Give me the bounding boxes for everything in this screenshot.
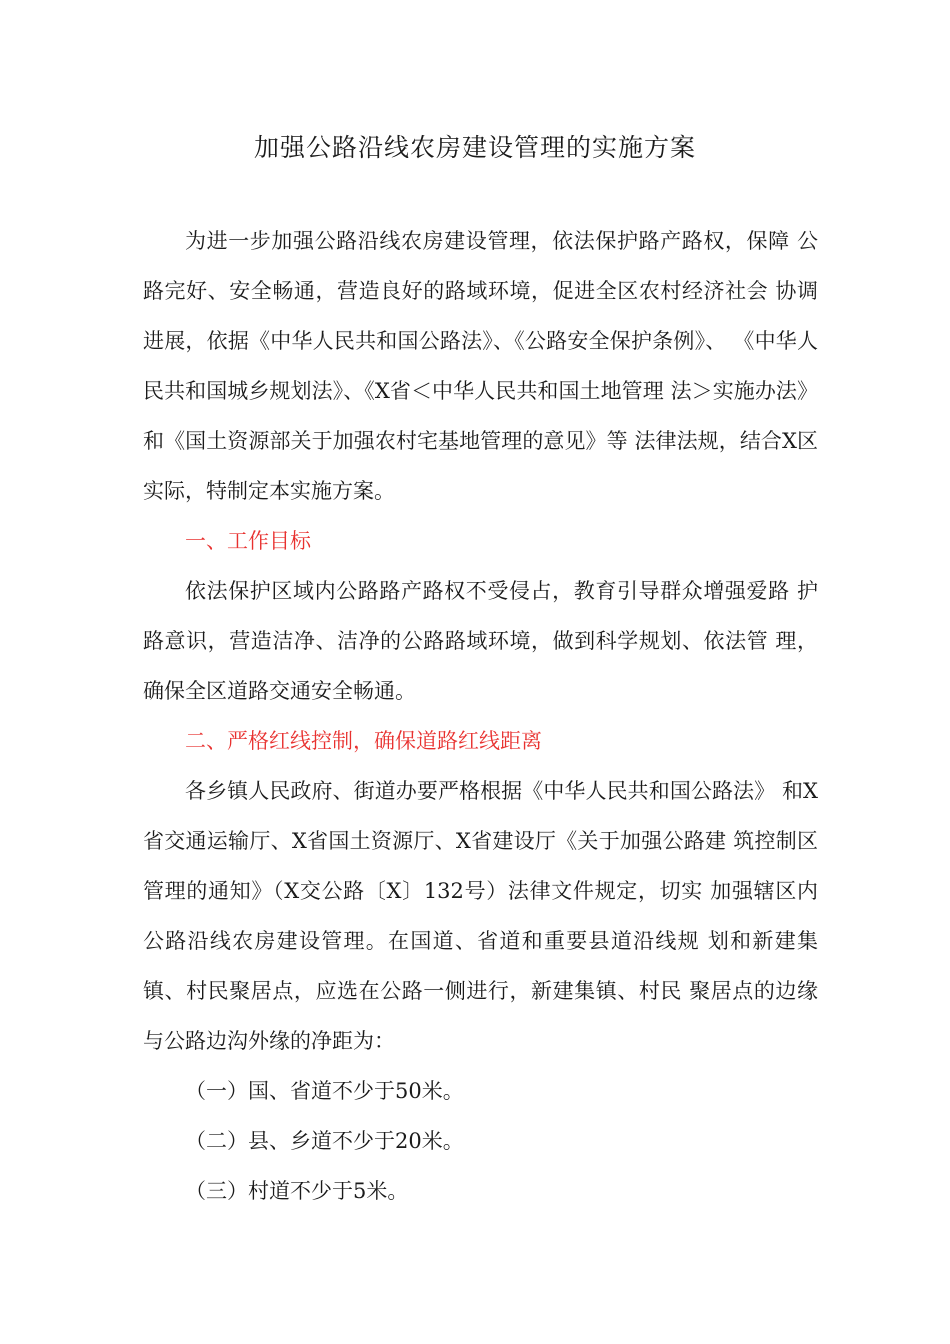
section-2-paragraph: 各乡镇人民政府、街道办要严格根据《中华人民共和国公路法》 和X省交通运输厅、X省国土资源厅、X省建设厅《关于加强公路建 筑控制区管理的通知》（X交公路〔X〕132号）法律文件规定，切实 加强辖区内公路沿线农房建设管理。在国道、省道和重要县道沿线规 划和新建集镇、村民聚居点，应选在公路一侧进行，新建集镇、村民 聚居点的边缘与公路边沟外缘的净距为：	[143, 779, 818, 1053]
section-1-heading: 一、工作目标	[185, 529, 311, 553]
document-title: 加强公路沿线农房建设管理的实施方案	[253, 133, 696, 162]
document-body	[143, 216, 818, 1216]
intro-paragraph: 为进一步加强公路沿线农房建设管理，依法保护路产路权，保障 公路完好、安全畅通，营造良好的路域环境，促进全区农村经济社会 协调进展，依据《中华人民共和国公路法》、《公路安全保护条例》、 《中华人民共和国城乡规划法》、《X省＜中华人民共和国土地管理 法＞实施办法》和《国土资源部关于加强农村宅基地管理的意见》等 法律法规，结合X区实际，特制定本实施方案。	[143, 229, 818, 503]
list-item-village: （三）村道不少于5米。	[185, 1179, 409, 1203]
section-2-heading: 二、严格红线控制，确保道路红线距离	[185, 729, 542, 753]
section-1-paragraph: 依法保护区域内公路路产路权不受侵占，教育引导群众增强爱路 护路意识，营造洁净、洁净的公路路域环境，做到科学规划、依法管 理，确保全区道路交通安全畅通。	[143, 579, 818, 703]
list-item-national-provincial: （一）国、省道不少于50米。	[185, 1079, 464, 1103]
list-item-county-township: （二）县、乡道不少于20米。	[185, 1129, 464, 1153]
